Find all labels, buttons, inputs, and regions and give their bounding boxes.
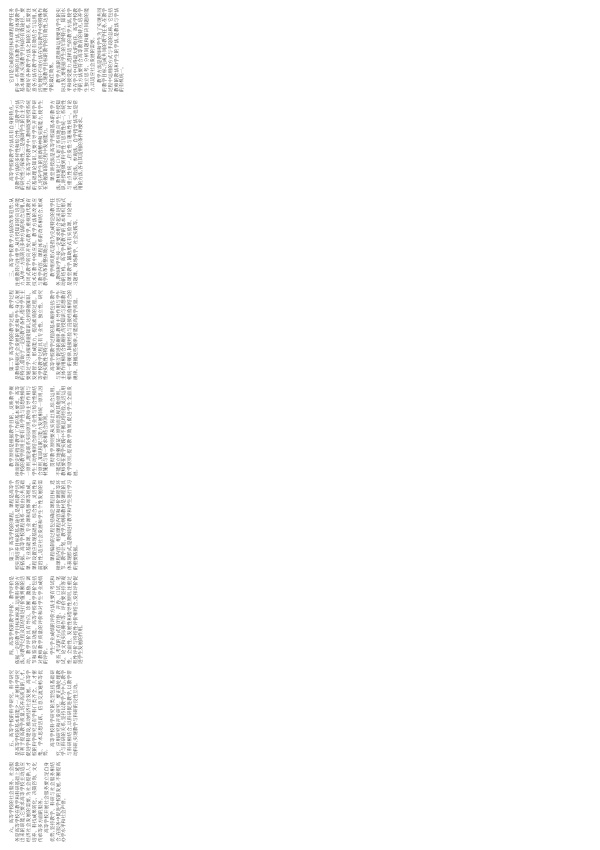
text-strip-5 [10, 386, 80, 476]
paragraph: 高等学校教学过程的基本规律包括:教学与发展相互促进的规律,教师主导作用与学生主体作用相结合的规律,传授知识与思想教育相统一的规律,间接经验与直接经验相结合的规律。遵循这些规律,才能提高教学质量。 [50, 290, 79, 380]
paragraph: 高等学校科学研究的类型包括基础研究、应用研究和开发研究。要正确处理教学与科研的关系,坚持以教学为中心,教学与科研相结合,以科研促进教学,以教学带动科研,实现教学与科研的良性互动。 [50, 670, 79, 756]
paragraph: 高等学校的教学方法具有自身的特点,一是教学方法的多样性和综合性,二是教学方法的研究性与探索性,三是强调学生的自主学习能力。在高等学校教学中,教师既要传授系统的基础理论知识,又要引导学生开展科学研究,培养学生的创新精神和实践能力,使学生在掌握知识的过程中发展能力。 [10, 100, 50, 190]
paragraph: 教学方法是教师和学生为了实现共同的教学目标,完成共同的教学任务,在教学过程中运用的方式与手段的总称。它包括教师的教法和学生的学法,是教法与学法的有机统一。 [97, 8, 126, 92]
text-strip-2 [10, 100, 86, 190]
paragraph: 四、高等学校的教学评价。教学评价是依据一定的教学目标和标准,运用科学的方法,对教学过程及其结果进行价值判断的活动。教学评价具有导向、诊断、激励、调节和鉴定等功能。高等学校教学评价包括对教师教学质量的评价和对学生学业成绩的评价。 [10, 576, 50, 664]
paragraph: 五、高等学校的科学研究。科学研究是高等学校的基本职能之一,开展科学研究有利于提高教学质量,培养高质量的人才,促进学科建设,推动经济社会发展。高等学校的科学研究具有学科门类齐全、人才密集、学术思想活跃、信息交流通畅等优势。 [10, 670, 50, 756]
paragraph: 教学原则是根据教学目的、反映教学规律而制定的指导教学工作的基本要求。高等学校的教学原则主要有:科学性与思想性相统一原则,理论联系实际原则,教师主导作用与学生主动性相结合原则,专业性与综合性相结合原则,知识积累与能力发展相统一原则,因材施教与统一要求相结合原则。 [10, 386, 50, 476]
text-strip-3 [10, 198, 80, 286]
paragraph: 课程编制的过程包括确定课程目标、选择课程内容、组织课程内容和评价课程等环节。教学计划、教学大纲和教材是课程的具体表现形式,是教师进行教学和学生进行学习的重要依据。 [50, 480, 79, 570]
paragraph: 教学组织形式是指为完成特定的教学任务,教师和学生按一定要求组合起来进行活动的结构。高等学校教学的基本组织形式是课堂教学,辅助形式有实验课、讨论课、习题课、现场教学、社会实践等。 [50, 198, 79, 286]
text-strip-6 [10, 480, 80, 570]
text-strip-4 [10, 290, 80, 380]
paragraph: 第二节 高等学校的教学过程。教学过程是教师根据社会发展的要求和学生身心发展的特点,借助于一定的教学条件,指导学生主要通过学习和探索间接知识,达到掌握知识、发展智力、形成能力、提高素质的过程。高等学校教学过程具有专业性、独立性、研究性和实践性等特点。 [10, 290, 50, 380]
text-strip-7 [10, 576, 86, 664]
text-strip-1 [10, 8, 127, 92]
paragraph: 六、高等学校的社会服务。社会服务是高等学校在教学和科研基础上延伸出来的职能,它要求高等学校主动适应经济社会发展的需要,为社会提供人才培养、科技成果转化、决策咨询、文化传承等多方面的服务。 [10, 762, 44, 842]
paragraph: 课堂讲授法是高等学校最基本的教学方法,教师通过口头语言系统地向学生传授知识,讲授要做到科学性与思想性统一,系统性与重点性统一,启发性与趣味性统一。讨论法、实验法、参观法、自学指导法等也是常用的方法,各有其适用的条件和要求。 [50, 100, 85, 190]
paragraph: 教学方法的选择和运用要从学生的实际出发,要根据学生的年龄特点、知识水平和接受能力,选择适当的教学方法,使学生在学习中获得最大的收获。高等学校教学的方法要符合高等教育的特点,培养学生独立思考、分析问题和解决问题的能力,以适应社会发展的需要。 [56, 8, 96, 92]
paragraph: 贯彻教学原则要从实际出发,综合运用,不能孤立地强调某一原则而忽视其他原则。教师要在教学实践中不断总结经验,灵活运用教学原则,提高教学效果,促进学生全面发展。 [50, 386, 79, 476]
paragraph: 它们是完成的的目标和课程教学任务的多一系列的具体教学方法,是体现教学基本规律,实现教学目标的有效途径。要把握好各种教学方法之间的关系,需要注意各方法在教学中的有效结合与运用,灵活处理好不同方法在实际教学中的特殊作用,实现教学目标的教学的有效性,达到教学的最佳效果。 [10, 8, 55, 92]
paragraph: 学生学业成绩的评价方法主要有考试和考查,考试的方式有闭卷、开卷、口试、笔试、论文和实际操作等。评价要坚持客观性、全面性、发展性和指导性原则,注重过程性评价与终结性评价相结合,发挥评价促进学生发展的作用。 [50, 576, 85, 664]
text-strip-8 [10, 670, 80, 756]
paragraph: 第三节 高等学校的课程。课程是高等学校实现培养目标的基本途径,是组织教学活动的依据。高等学校课程体系一般由公共基础课、专业基础课、专业课和选修课等组成。课程设置应体现基础性、综合性、灵活性和前沿性,适应社会发展和学生个性发展的需要。 [10, 480, 50, 570]
text-strip-9 [10, 762, 69, 842]
paragraph: 三、高等学校教学方法的改革趋势:从注重教转向注重学,从传授知识转向培养能力,从单一方法转向多种方法的综合运用,从封闭式教学转向开放式教学,重视现代教育技术在教学中的应用。教学方法的改革应与教学内容、课程体系的改革相结合,形成教学改革的整体效应。 [10, 198, 50, 286]
paragraph: 高等学校开展社会服务要立足自身优势,坚持教学、科研与社会服务相结合,在服务中促进学校的发展,不断提高办学水平和社会声誉。 [45, 762, 68, 842]
